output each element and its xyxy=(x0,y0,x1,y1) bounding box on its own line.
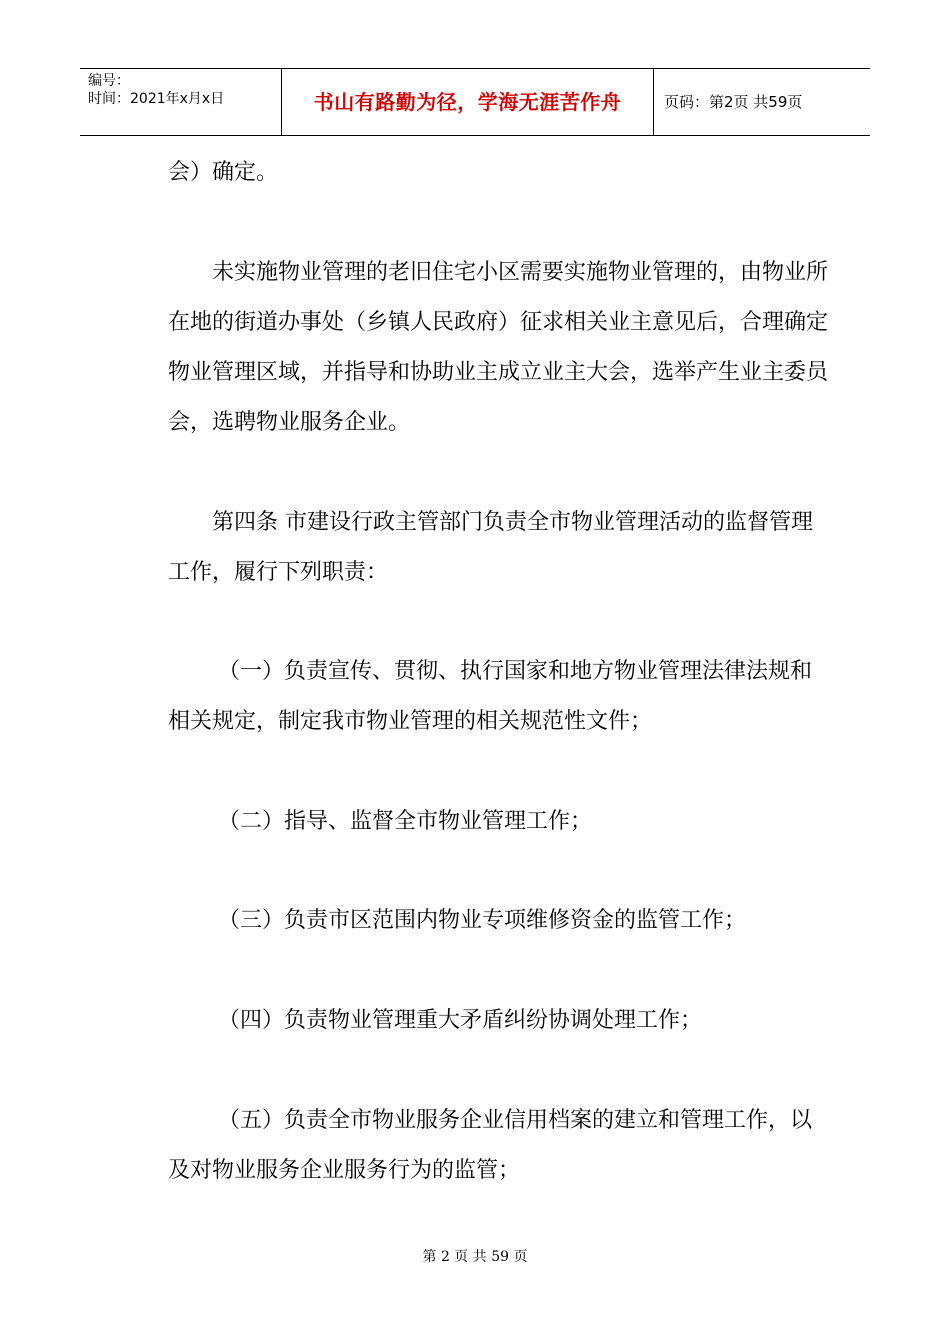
time-label: 时间：2021年x月x日 xyxy=(88,91,225,107)
motto-text: 书山有路勤为径，学海无涯苦作舟 xyxy=(282,69,654,135)
number-label: 编号： xyxy=(88,73,130,89)
paragraph-old-residential: 未实施物业管理的老旧住宅小区需要实施物业管理的，由物业所在地的街道办事处（乡镇人民政府）征求相关业主意见后，合理确定物业管理区域，并指导和协助业主成立业主大会，选举产生业主委员会，选聘物业服务企业。 xyxy=(168,260,829,435)
paragraph-continuation: 会）确定。 xyxy=(168,160,279,185)
list-item-4: （四）负责物业管理重大矛盾纠纷协调处理工作； xyxy=(218,1008,703,1033)
header-page-info: 页码：第2页 共59页 xyxy=(664,93,803,111)
header-meta-cell xyxy=(80,69,282,135)
list-item-2: （二）指导、监督全市物业管理工作； xyxy=(218,809,593,834)
list-item-3: （三）负责市区范围内物业专项维修资金的监管工作； xyxy=(218,908,747,933)
list-item-5: （五）负责全市物业服务企业信用档案的建立和管理工作，以及对物业服务企业服务行为的监管； xyxy=(168,1108,813,1183)
page-footer: 第 2 页 共 59 页 xyxy=(422,1249,528,1265)
list-item-1: （一）负责宣传、贯彻、执行国家和地方物业管理法律法规和相关规定，制定我市物业管理的相关规范性文件； xyxy=(168,659,813,734)
document-header xyxy=(80,68,870,136)
paragraph-article-four: 第四条 市建设行政主管部门负责全市物业管理活动的监督管理工作，履行下列职责： xyxy=(168,510,813,585)
